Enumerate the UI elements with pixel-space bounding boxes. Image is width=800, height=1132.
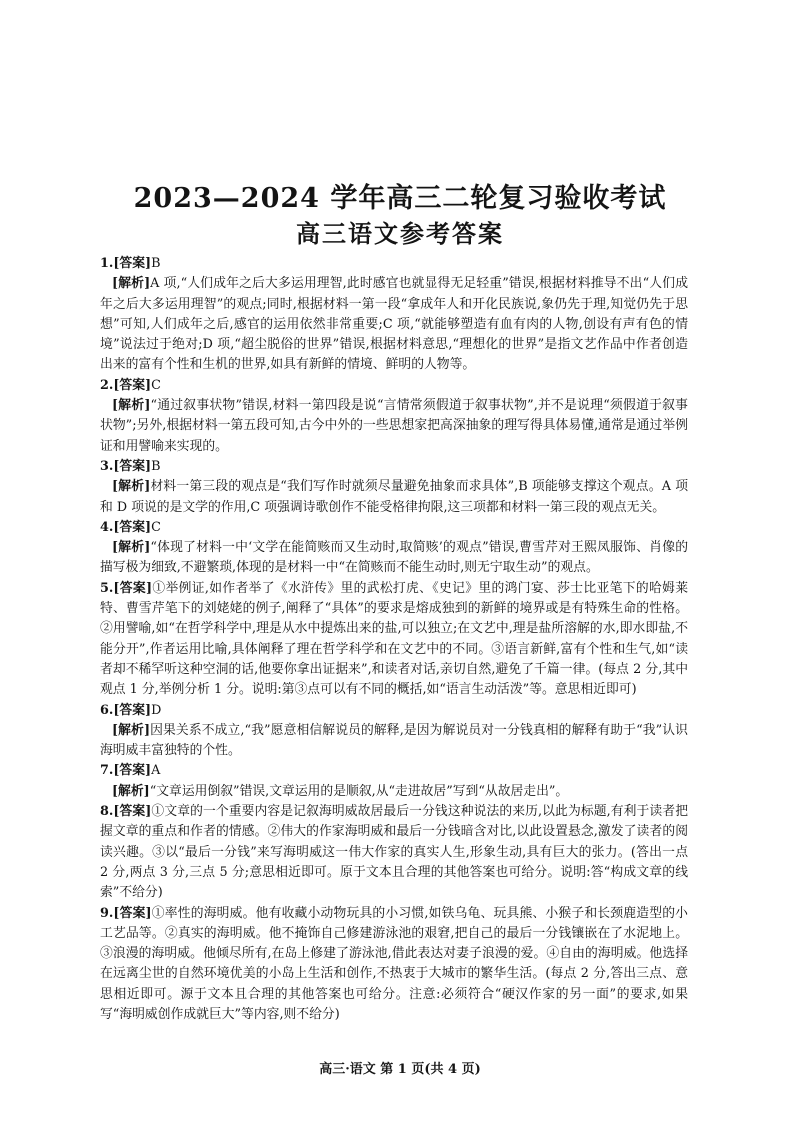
answer-text: C xyxy=(151,519,161,535)
answer-list xyxy=(100,254,688,1025)
analysis-tag: [解析] xyxy=(112,783,150,799)
question-block xyxy=(100,802,688,903)
question-number: 9. xyxy=(100,905,114,921)
answer-text: A xyxy=(151,763,161,779)
answer-tag: [答案] xyxy=(113,256,152,271)
analysis-paragraph xyxy=(100,721,688,762)
question-block xyxy=(100,579,688,701)
question-block xyxy=(100,518,688,579)
answer-line xyxy=(100,761,688,781)
analysis-text: 材料一第三段的观点是“我们写作时就须尽量避免抽象而求具体”,B 项能够支撑这个观点。A 项和 D 项说的是文学的作用,C 项强调诗歌创作不能受格律拘限,这三项都和材料一第三段的观点无关。 xyxy=(100,479,688,515)
question-number: 1. xyxy=(100,256,114,271)
answer-tag: [答案] xyxy=(113,458,152,474)
answer-line xyxy=(100,904,688,1026)
question-block xyxy=(100,457,688,518)
answer-text: ①率性的海明威。他有收藏小动物玩具的小习惯,如铁乌龟、玩具熊、小猴子和长颈鹿造型的小工艺品等。②真实的海明威。他不掩饰自己修建游泳池的艰窘,把自己的最后一分钱镶嵌在了水泥地上。③浪漫的海明威。他倾尽所有,在岛上修建了游泳池,借此表达对妻子浪漫的爱。④自由的海明威。他选择在远离尘世的自然环境优美的小岛上生活和创作,不热衷于大城市的繁华生活。(每点 2 分,答出三点、意思相近即可。源于文本且合理的其他答案也可给分。注意:必须符合“硬汉作家的另一面”的要求,如果写“海明威创作成就巨大”等内容,则不给分) xyxy=(100,905,688,1022)
page-title: 2023—2024 学年高三二轮复习验收考试 xyxy=(133,183,667,214)
answer-tag: [答案] xyxy=(113,519,152,535)
answer-text: B xyxy=(151,458,161,474)
analysis-text: “体现了材料一中‘文学在能简赅而又生动时,取简赅’的观点”错误,曹雪芹对王熙凤服饰、肖像的描写极为细致,不避繁琐,体现的是材料一中“在简赅而不能生动时,则无宁取生动”的观点。 xyxy=(100,540,688,576)
answer-tag: [答案] xyxy=(113,702,152,718)
analysis-tag: [解析] xyxy=(112,398,151,414)
answer-text: ①举例证,如作者举了《水浒传》里的武松打虎、《史记》里的鸿门宴、莎士比亚笔下的哈姆莱特、曹雪芹笔下的刘姥姥的例子,阐释了“具体”的要求是熔成独到的新鲜的境界或是有特殊生命的性格。②用譬喻,如“在哲学科学中,理是从水中提炼出来的盐,可以独立;在文艺中,理是盐所溶解的水,即水即盐,不能分开”,作者运用比喻,具体阐释了理在哲学科学和在文艺中的不同。③语言新鲜,富有个性和生气,如“读者却不稀罕听这种空洞的话,他要你拿出证据来”,和读者对话,亲切自然,避免了千篇一律。(每点 2 分,其中观点 1 分,举例分析 1 分。说明:第③点可以有不同的概括,如“语言生动活泼”等。意思相近即可) xyxy=(100,580,688,698)
analysis-tag: [解析] xyxy=(112,540,151,556)
analysis-paragraph xyxy=(100,477,688,518)
analysis-tag: [解析] xyxy=(112,479,151,495)
answer-tag: [答案] xyxy=(113,377,152,393)
question-number: 7. xyxy=(100,763,114,779)
answer-text: B xyxy=(151,256,161,271)
page-footer: 高三·语文 第 1 页(共 4 页) xyxy=(319,1062,481,1077)
analysis-tag: [解析] xyxy=(112,722,151,738)
answer-text: D xyxy=(151,702,162,718)
analysis-text: “文章运用倒叙”错误,文章运用的是顺叙,从“走进故居”写到“从故居走出”。 xyxy=(149,783,569,799)
question-number: 3. xyxy=(100,458,114,474)
analysis-paragraph xyxy=(100,782,688,802)
analysis-text: 因果关系不成立,“我”愿意相信解说员的解释,是因为解说员对一分钱真相的解释有助于“我”认识海明威丰富独特的个性。 xyxy=(100,722,688,759)
question-number: 4. xyxy=(100,519,114,535)
answer-tag: [答案] xyxy=(113,804,152,820)
question-number: 5. xyxy=(100,580,114,596)
question-number: 6. xyxy=(100,702,114,718)
page-subtitle: 高三语文参考答案 xyxy=(296,219,504,248)
answer-line xyxy=(100,518,688,538)
answer-line xyxy=(100,701,688,721)
answer-line xyxy=(100,579,688,701)
analysis-paragraph xyxy=(100,538,688,579)
question-block xyxy=(100,761,688,802)
answer-text: ①文章的一个重要内容是记叙海明威故居最后一分钱这种说法的来历,以此为标题,有利于读者把握文章的重点和作者的情感。②伟大的作家海明威和最后一分钱暗含对比,以此设置悬念,激发了读者的阅读兴趣。③以“最后一分钱”来写海明威这一伟大作家的真实人生,形象生动,具有巨大的张力。(答出一点 2 分,两点 3 分,三点 5 分;意思相近即可。原于文本且合理的其他答案也可给分。说明:答“构成文章的线索”不给分) xyxy=(100,804,688,901)
analysis-paragraph xyxy=(100,274,688,375)
question-block xyxy=(100,376,688,457)
analysis-tag: [解析] xyxy=(112,276,151,292)
answer-line xyxy=(100,802,688,903)
question-number: 2. xyxy=(100,377,114,393)
analysis-text: A 项,“人们成年之后大多运用理智,此时感官也就显得无足轻重”错误,根据材料推导不出“人们成年之后大多运用理智”的观点;同时,根据材料一第一段“拿成年人和开化民族说,象仍先于理,知觉仍先于思想”可知,人们成年之后,感官的运用依然非常重要;C 项,“就能够塑造有血有肉的人物,创设有声有色的情境”说法过于绝对;D 项,“超尘脱俗的世界”错误,根据材料意思,“理想化的世界”是指文艺作品中作者创造出来的富有个性和生机的世界,如具有新鲜的情境、鲜明的人物等。 xyxy=(100,276,688,373)
answer-text: C xyxy=(151,377,161,393)
question-block xyxy=(100,701,688,762)
question-number: 8. xyxy=(100,804,114,820)
analysis-paragraph xyxy=(100,396,688,457)
answer-tag: [答案] xyxy=(113,763,152,779)
answer-tag: [答案] xyxy=(113,905,152,921)
question-block xyxy=(100,254,688,376)
answer-line xyxy=(100,254,688,274)
answer-tag: [答案] xyxy=(113,580,153,596)
answer-line xyxy=(100,457,688,477)
question-block xyxy=(100,904,688,1026)
analysis-text: “通过叙事状物”错误,材料一第四段是说“言情常须假道于叙事状物”,并不是说理“须假道于叙事状物”;另外,根据材料一第五段可知,古今中外的一些思想家把高深抽象的理写得具体易懂,通常是通过举例证和用譬喻来实现的。 xyxy=(100,398,688,454)
answer-line xyxy=(100,376,688,396)
